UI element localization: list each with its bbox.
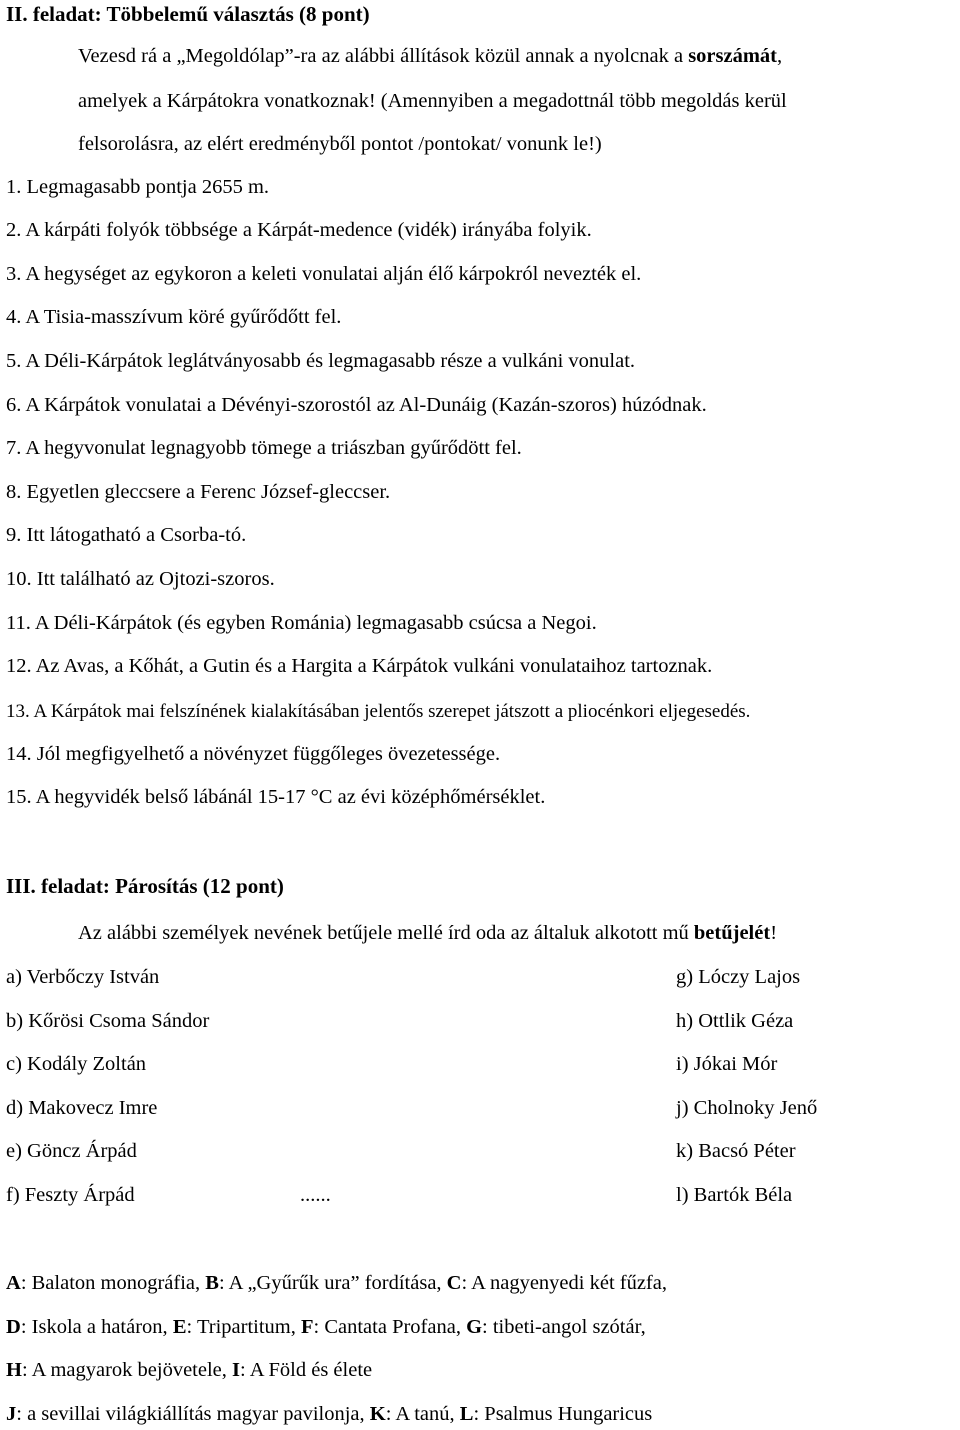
work-letter: B	[205, 1272, 219, 1294]
person-d: d) Makovecz Imre	[6, 1097, 158, 1119]
person-f: f) Feszty Árpád	[6, 1184, 135, 1206]
answer-dots: ......	[300, 1184, 331, 1206]
work-title: : Psalmus Hungaricus	[473, 1403, 653, 1425]
statement-9: 9. Itt látogatható a Csorba-tó.	[6, 524, 247, 546]
work-letter: F	[300, 1316, 314, 1338]
instruction-text: ,	[777, 45, 783, 67]
section2-instruction-line-1	[78, 45, 782, 68]
person-i: i) Jókai Mór	[676, 1053, 778, 1075]
works-line-1	[6, 1272, 667, 1295]
works-line-3	[6, 1359, 372, 1382]
work-title: : tibeti-angol szótár,	[482, 1316, 646, 1338]
statement-8: 8. Egyetlen gleccsere a Ferenc József-gleccser.	[6, 481, 391, 503]
work-letter: L	[459, 1403, 474, 1425]
works-line-2	[6, 1316, 646, 1339]
statement-5: 5. A Déli-Kárpátok leglátványosabb és legmagasabb része a vulkáni vonulat.	[6, 350, 636, 372]
work-title: : Tripartitum,	[186, 1316, 301, 1338]
person-b: b) Kőrösi Csoma Sándor	[6, 1010, 210, 1032]
work-title: : A Föld és élete	[240, 1359, 373, 1381]
work-letter: G	[466, 1316, 483, 1338]
work-letter: H	[6, 1359, 22, 1381]
work-title: : Balaton monográfia,	[20, 1272, 206, 1294]
statement-10: 10. Itt található az Ojtozi-szoros.	[6, 568, 275, 590]
person-a: a) Verbőczy István	[6, 966, 160, 988]
person-e: e) Göncz Árpád	[6, 1140, 137, 1162]
statement-15: 15. A hegyvidék belső lábánál 15-17 °C az évi középhőmérséklet.	[6, 786, 546, 808]
statement-4: 4. A Tisia-masszívum köré gyűrődőtt fel.	[6, 306, 342, 328]
statement-6: 6. A Kárpátok vonulatai a Dévényi-szorostól az Al-Dunáig (Kazán-szoros) húzódnak.	[6, 394, 707, 416]
person-k: k) Bacsó Péter	[676, 1140, 796, 1162]
statement-11: 11. A Déli-Kárpátok (és egyben Románia) legmagasabb csúcsa a Negoi.	[6, 612, 597, 634]
statement-13: 13. A Kárpátok mai felszínének kialakításában jelentős szerepet játszott a pliocénkori eljegesedés.	[6, 701, 751, 722]
work-letter: C	[446, 1272, 462, 1294]
work-title: : Cantata Profana,	[313, 1316, 467, 1338]
instruction-text: !	[770, 922, 778, 944]
statement-2: 2. A kárpáti folyók többsége a Kárpát-medence (vidék) irányába folyik.	[6, 219, 592, 241]
statement-1: 1. Legmagasabb pontja 2655 m.	[6, 176, 270, 198]
instruction-text: Vezesd rá a „Megoldólap”-ra az alábbi állítások közül annak a nyolcnak a	[78, 45, 689, 67]
work-title: : Iskola a határon,	[20, 1316, 173, 1338]
section2-title: II. feladat: Többelemű választás (8 pont)	[6, 2, 370, 26]
work-title: : A „Gyűrűk ura” fordítása,	[218, 1272, 447, 1294]
instruction-bold: betűjelét	[693, 922, 771, 944]
person-c: c) Kodály Zoltán	[6, 1053, 147, 1075]
instruction-text: Az alábbi személyek nevének betűjele mellé írd oda az általuk alkotott mű	[78, 922, 694, 944]
person-g: g) Lóczy Lajos	[676, 966, 801, 988]
statement-7: 7. A hegyvonulat legnagyobb tömege a triászban gyűrődött fel.	[6, 437, 522, 459]
person-h: h) Ottlik Géza	[676, 1010, 794, 1032]
section3-title: III. feladat: Párosítás (12 pont)	[6, 874, 284, 898]
section2-instruction-line-3: felsorolásra, az elért eredményből pontot /pontokat/ vonunk le!)	[78, 133, 602, 155]
work-letter: J	[6, 1403, 17, 1425]
work-letter: I	[232, 1359, 241, 1381]
work-letter: D	[6, 1316, 21, 1338]
statement-12: 12. Az Avas, a Kőhát, a Gutin és a Hargita a Kárpátok vulkáni vonulataihoz tartoznak.	[6, 655, 713, 677]
statement-3: 3. A hegységet az egykoron a keleti vonulatai alján élő kárpokról nevezték el.	[6, 263, 642, 285]
statement-14: 14. Jól megfigyelhető a növényzet függőleges övezetessége.	[6, 743, 501, 765]
work-letter: A	[6, 1272, 21, 1294]
person-l: l) Bartók Béla	[676, 1184, 793, 1206]
work-letter: K	[369, 1403, 386, 1425]
work-title: : A tanú,	[385, 1403, 460, 1425]
section2-instruction-line-2: amelyek a Kárpátokra vonatkoznak! (Amennyiben a megadottnál több megoldás kerül	[78, 90, 787, 112]
work-title: : A nagyenyedi két fűzfa,	[461, 1272, 667, 1294]
work-letter: E	[172, 1316, 187, 1338]
works-line-4	[6, 1403, 652, 1426]
person-j: j) Cholnoky Jenő	[676, 1097, 818, 1119]
instruction-bold: sorszámát	[688, 45, 777, 67]
section3-instruction	[78, 922, 777, 945]
work-title: : A magyarok bejövetele,	[21, 1359, 233, 1381]
work-title: : a sevillai világkiállítás magyar pavilonja,	[16, 1403, 370, 1425]
